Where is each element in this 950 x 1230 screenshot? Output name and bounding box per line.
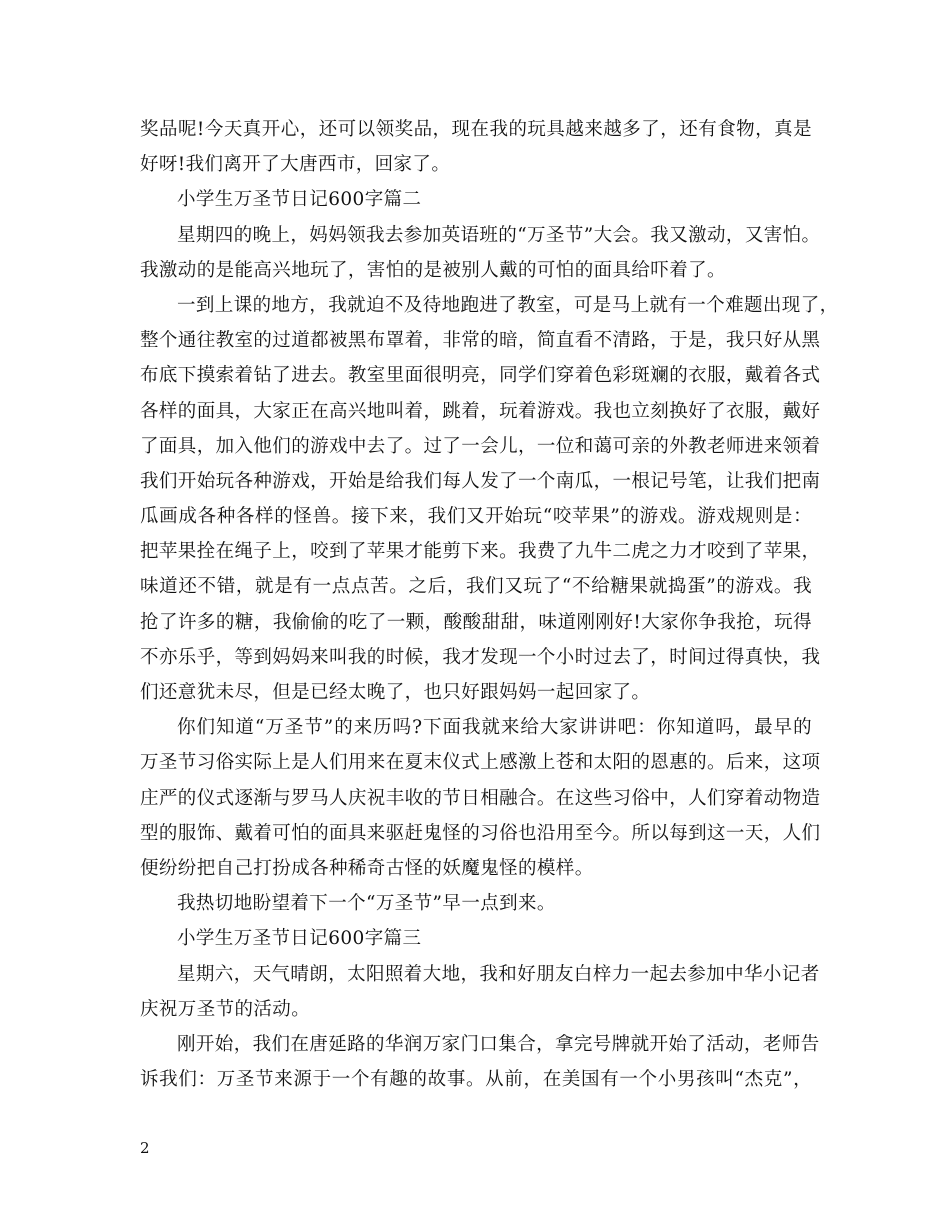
text-line: 我激动的是能高兴地玩了，害怕的是被别人戴的可怕的面具给吓着了。 [140,259,726,281]
text-line: 奖品呢!今天真开心，还可以领奖品，现在我的玩具越来越多了，还有食物，真是 [140,119,812,140]
text-line: 小学生万圣节日记600字篇三 [177,928,422,950]
page-number: 2 [140,1139,150,1157]
text-line: 好呀!我们离开了大唐西市，回家了。 [140,154,451,176]
text-line: 我热切地盼望着下一个“万圣节”早一点到来。 [177,893,556,915]
text-line: 瓜画成各种各样的怪兽。接下来，我们又开始玩“咬苹果”的游戏。游戏规则是： [140,506,812,528]
text-line: 星期六，天气晴朗，太阳照着大地，我和好朋友白梓力一起去参加中华小记者 [177,963,820,985]
text-line: 星期四的晚上，妈妈领我去参加英语班的“万圣节”大会。我又激动，又害怕。 [177,224,821,246]
document-body [140,112,839,1097]
text-line: 味道还不错，就是有一点点苦。之后，我们又玩了“不给糖果就捣蛋”的游戏。我 [140,576,812,598]
text-line: 们还意犹未尽，但是已经太晚了，也只好跟妈妈一起回家了。 [140,682,651,703]
text-line: 诉我们：万圣节来源于一个有趣的故事。从前，在美国有一个小男孩叫“杰克”， [140,1069,812,1091]
text-line: 抢了许多的糖，我偷偷的吃了一颗，酸酸甜甜，味道刚刚好!大家你争我抢，玩得 [140,611,812,633]
text-line: 万圣节习俗实际上是人们用来在夏末仪式上感激上苍和太阳的恩惠的。后来，这项 [140,752,821,774]
text-line: 整个通往教室的过道都被黑布罩着，非常的暗，简直看不清路，于是，我只好从黑 [140,330,821,352]
text-line: 我们开始玩各种游戏，开始是给我们每人发了一个南瓜，一根记号笔，让我们把南 [140,470,821,492]
text-line: 你们知道“万圣节”的来历吗?下面我就来给大家讲讲吧：你知道吗，最早的 [177,717,812,739]
text-line: 不亦乐乎，等到妈妈来叫我的时候，我才发现一个小时过去了，时间过得真快，我 [140,646,821,668]
text-line: 庆祝万圣节的活动。 [140,998,311,1020]
text-line: 小学生万圣节日记600字篇二 [177,189,422,211]
text-line: 了面具，加入他们的游戏中去了。过了一会儿，一位和蔼可亲的外教老师进来领着 [140,435,821,457]
text-line: 把苹果拴在绳子上，咬到了苹果才能剪下来。我费了九牛二虎之力才咬到了苹果， [140,541,821,563]
text-line: 庄严的仪式逐渐与罗马人庆祝丰收的节日相融合。在这些习俗中，人们穿着动物造 [140,787,821,809]
text-line: 一到上课的地方，我就迫不及待地跑进了教室，可是马上就有一个难题出现了， [177,294,839,316]
text-line: 刚开始，我们在唐延路的华润万家门口集合，拿完号牌就开始了活动，老师告 [177,1033,820,1055]
text-line: 型的服饰、戴着可怕的面具来驱赶鬼怪的习俗也沿用至今。所以每到这一天，人们 [140,822,821,844]
text-line: 各样的面具，大家正在高兴地叫着，跳着，玩着游戏。我也立刻换好了衣服，戴好 [140,400,821,422]
text-line: 布底下摸索着钻了进去。教室里面很明亮，同学们穿着色彩斑斓的衣服，戴着各式 [140,365,821,387]
text-line: 便纷纷把自己打扮成各种稀奇古怪的妖魔鬼怪的模样。 [140,857,594,879]
